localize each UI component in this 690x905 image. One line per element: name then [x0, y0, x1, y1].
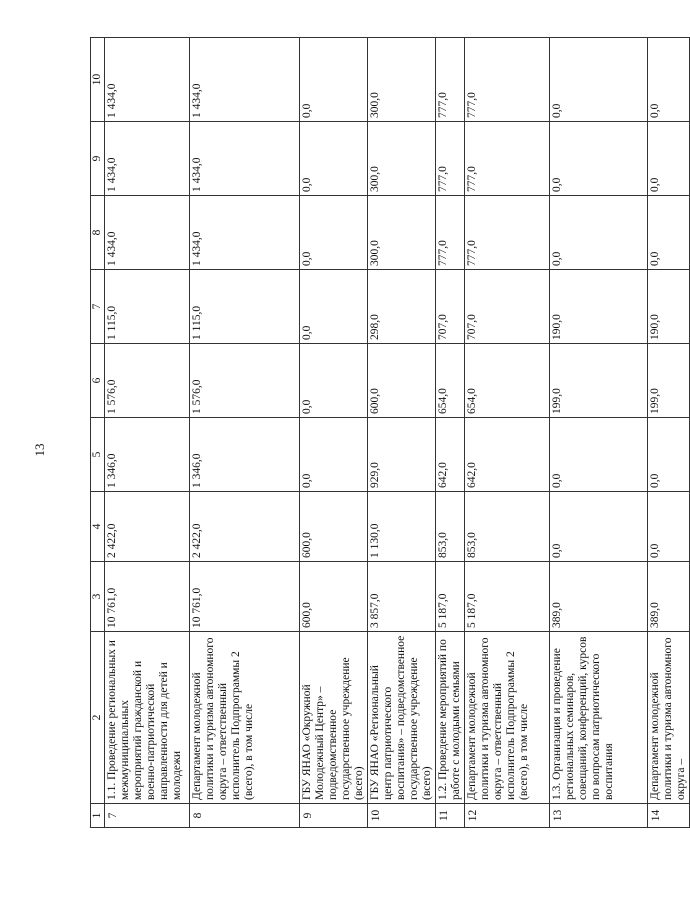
value-cell: 2 422,0	[105, 492, 190, 562]
page-number: 13	[32, 443, 47, 457]
value-cell: 0,0	[648, 38, 690, 122]
value-cell: 10 761,0	[105, 562, 190, 632]
value-cell: 5 187,0	[465, 562, 550, 632]
row-number-cell: 7	[105, 804, 190, 828]
value-cell: 1 434,0	[105, 38, 190, 122]
budget-table	[90, 37, 690, 828]
value-cell: 389,0	[550, 562, 648, 632]
item-name-cell: ГБУ ЯНАО «Окружной Молодежный Центр» – подведомственное государственное учреждение (всего)	[300, 632, 368, 804]
value-cell: 1 130,0	[368, 492, 436, 562]
item-name-cell: Департамент молодежной политики и туризма автономного округа – ответственный исполнитель Подпрограммы 2 (всего), в том числе	[190, 632, 300, 804]
value-cell: 199,0	[550, 344, 648, 418]
value-cell: 853,0	[436, 492, 465, 562]
item-name-cell: Департамент молодежной политики и туризма автономного округа –	[648, 632, 690, 804]
table-row	[648, 38, 690, 828]
value-cell: 0,0	[550, 492, 648, 562]
value-cell: 707,0	[436, 270, 465, 344]
header-cell: 9	[91, 122, 105, 196]
value-cell: 0,0	[300, 122, 368, 196]
header-cell: 5	[91, 418, 105, 492]
item-name-cell: 1.1. Проведение региональных и межмуниципальных мероприятий гражданской и военно-патриотической направленности для детей и молодежи	[105, 632, 190, 804]
header-cell: 1	[91, 804, 105, 828]
value-cell: 190,0	[550, 270, 648, 344]
value-cell: 300,0	[368, 196, 436, 270]
table-row	[368, 38, 436, 828]
value-cell: 0,0	[300, 270, 368, 344]
row-number-cell: 8	[190, 804, 300, 828]
table-row	[465, 38, 550, 828]
item-name-cell: ГБУ ЯНАО «Региональный центр патриотического воспитания» – подведомственное государственное учреждение (всего)	[368, 632, 436, 804]
header-cell: 8	[91, 196, 105, 270]
value-cell: 0,0	[550, 196, 648, 270]
header-cell: 3	[91, 562, 105, 632]
value-cell: 707,0	[465, 270, 550, 344]
row-number-cell: 10	[368, 804, 436, 828]
value-cell: 300,0	[368, 38, 436, 122]
row-number-cell: 13	[550, 804, 648, 828]
value-cell: 190,0	[648, 270, 690, 344]
value-cell: 777,0	[436, 196, 465, 270]
value-cell: 0,0	[648, 492, 690, 562]
value-cell: 3 857,0	[368, 562, 436, 632]
header-cell: 7	[91, 270, 105, 344]
value-cell: 777,0	[465, 38, 550, 122]
header-cell: 10	[91, 38, 105, 122]
value-cell: 642,0	[465, 418, 550, 492]
value-cell: 777,0	[436, 38, 465, 122]
row-number-cell: 14	[648, 804, 690, 828]
value-cell: 777,0	[465, 196, 550, 270]
value-cell: 0,0	[550, 122, 648, 196]
value-cell: 853,0	[465, 492, 550, 562]
row-number-cell: 12	[465, 804, 550, 828]
row-number-cell: 11	[436, 804, 465, 828]
header-cell: 6	[91, 344, 105, 418]
table-row	[550, 38, 648, 828]
header-cell: 2	[91, 632, 105, 804]
value-cell: 777,0	[436, 122, 465, 196]
table-row	[300, 38, 368, 828]
value-cell: 777,0	[465, 122, 550, 196]
rotated-table-container	[90, 38, 687, 828]
value-cell: 1 115,0	[105, 270, 190, 344]
value-cell: 0,0	[300, 418, 368, 492]
value-cell: 654,0	[465, 344, 550, 418]
value-cell: 0,0	[648, 196, 690, 270]
value-cell: 1 346,0	[105, 418, 190, 492]
table-row	[105, 38, 190, 828]
value-cell: 199,0	[648, 344, 690, 418]
value-cell: 298,0	[368, 270, 436, 344]
value-cell: 929,0	[368, 418, 436, 492]
value-cell: 1 434,0	[105, 122, 190, 196]
value-cell: 600,0	[368, 344, 436, 418]
value-cell: 2 422,0	[190, 492, 300, 562]
header-row	[91, 38, 105, 828]
value-cell: 1 434,0	[190, 196, 300, 270]
value-cell: 0,0	[550, 418, 648, 492]
value-cell: 389,0	[648, 562, 690, 632]
value-cell: 0,0	[300, 196, 368, 270]
value-cell: 10 761,0	[190, 562, 300, 632]
value-cell: 1 434,0	[105, 196, 190, 270]
value-cell: 1 434,0	[190, 38, 300, 122]
value-cell: 0,0	[648, 418, 690, 492]
value-cell: 0,0	[550, 38, 648, 122]
value-cell: 1 434,0	[190, 122, 300, 196]
row-number-cell: 9	[300, 804, 368, 828]
table-row	[190, 38, 300, 828]
value-cell: 0,0	[648, 122, 690, 196]
value-cell: 600,0	[300, 492, 368, 562]
value-cell: 1 346,0	[190, 418, 300, 492]
value-cell: 5 187,0	[436, 562, 465, 632]
value-cell: 1 576,0	[190, 344, 300, 418]
value-cell: 654,0	[436, 344, 465, 418]
header-cell: 4	[91, 492, 105, 562]
table-row	[436, 38, 465, 828]
value-cell: 642,0	[436, 418, 465, 492]
value-cell: 0,0	[300, 344, 368, 418]
item-name-cell: Департамент молодежной политики и туризма автономного округа – ответственный исполнитель Подпрограммы 2 (всего), в том числе	[465, 632, 550, 804]
value-cell: 1 115,0	[190, 270, 300, 344]
value-cell: 300,0	[368, 122, 436, 196]
value-cell: 600,0	[300, 562, 368, 632]
item-name-cell: 1.2. Проведение мероприятий по работе с молодыми семьями	[436, 632, 465, 804]
value-cell: 1 576,0	[105, 344, 190, 418]
item-name-cell: 1.3. Организация и проведение региональных семинаров, совещаний, конференций, курсов по вопросам патриотического воспитания	[550, 632, 648, 804]
value-cell: 0,0	[300, 38, 368, 122]
